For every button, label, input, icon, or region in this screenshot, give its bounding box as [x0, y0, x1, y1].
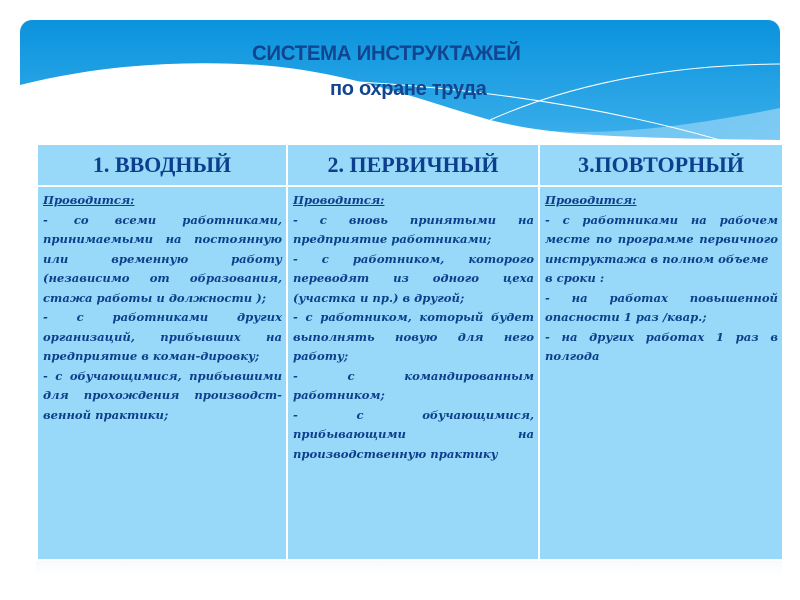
cell-heading: Проводится: [545, 193, 637, 207]
list-item: - с командированным работником; [293, 368, 534, 402]
list-item: - с обучающимися, прибывшими для прохождения производст-венной практики; [43, 368, 282, 422]
list-item: - с работниками других организаций, прибывших на предприятие в коман-дировку; [43, 310, 282, 363]
table-shadow [36, 561, 782, 575]
list-item: - с вновь принятыми на предприятие работниками; [293, 212, 534, 246]
header-repeated: 3.ПОВТОРНЫЙ [539, 144, 783, 186]
cell-heading: Проводится: [293, 193, 385, 207]
slide-subtitle: по охране труда [330, 78, 487, 100]
cell-repeated [539, 186, 783, 560]
briefing-table [36, 143, 784, 561]
header-introductory: 1. ВВОДНЫЙ [37, 144, 287, 186]
cell-introductory [37, 186, 287, 560]
cell-primary [287, 186, 539, 560]
list-item: - с работниками на рабочем месте по программе первичного инструктажа в полном объеме [545, 212, 778, 266]
table-row [37, 186, 783, 560]
list-item: - с обучающимися, прибывающими на производственную практику [293, 407, 534, 461]
list-item: - на других работах 1 раз в полгода [545, 329, 778, 363]
slide-title: СИСТЕМА ИНСТРУКТАЖЕЙ [252, 42, 521, 65]
list-item: - со всеми работниками, принимаемыми на постоянную или временную работу (независимо от образования, стажа работы и должности ); [43, 212, 282, 305]
cell-heading: Проводится: [43, 193, 135, 207]
list-item: - с работником, которого переводят из одного цеха (участка и пр.) в другой; [293, 251, 534, 305]
list-item: - с работником, который будет выполнять новую для него работу; [293, 310, 534, 363]
list-item: - на работах повышенной опасности 1 раз /квар.; [545, 290, 778, 324]
header-primary: 2. ПЕРВИЧНЫЙ [287, 144, 539, 186]
table-header-row [37, 144, 783, 186]
list-item: в сроки : [545, 271, 605, 285]
